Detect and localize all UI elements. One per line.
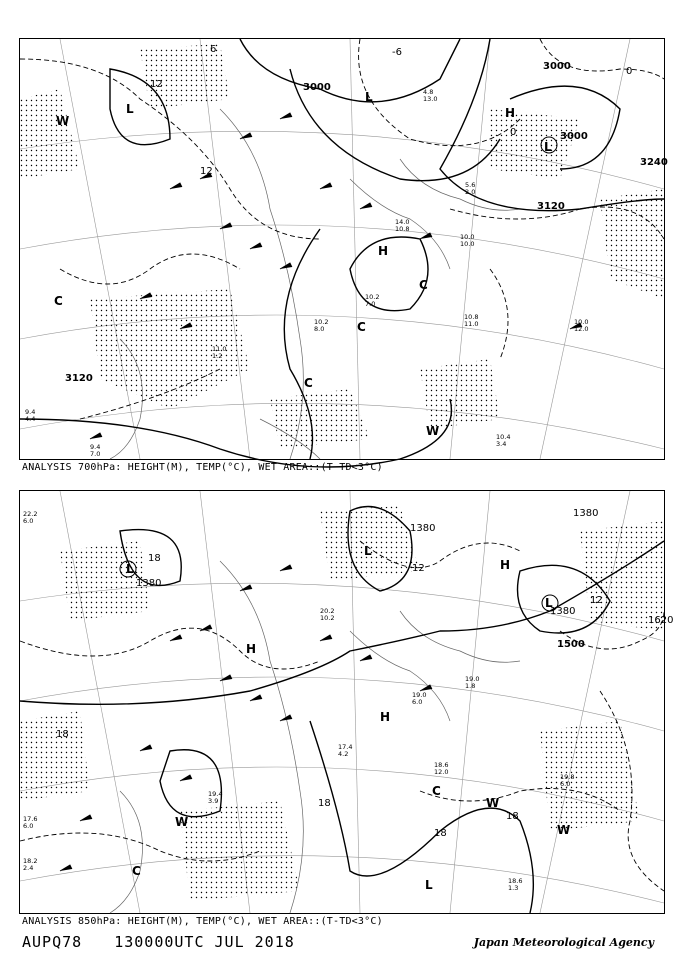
station-plot: 10.8 11.0 <box>464 313 479 328</box>
isotherm-label: 18 <box>318 798 331 809</box>
isotherm-label: 18 <box>148 553 161 564</box>
low-center: L <box>365 90 373 104</box>
station-plot: 11.0 1.2 <box>212 345 227 360</box>
low-center: L <box>126 102 134 116</box>
contour-label: 3000 <box>560 131 588 142</box>
contour-label: 1500 <box>557 639 585 650</box>
isotherm-label: 18 <box>506 811 519 822</box>
valid-time: 130000UTC JUL 2018 <box>114 933 295 951</box>
high-center: H <box>500 558 511 572</box>
station-plot: 19.0 1.8 <box>465 675 480 690</box>
station-plot: 17.6 6.0 <box>23 815 38 830</box>
map-700hpa <box>20 39 668 459</box>
station-plot: 20.2 10.2 <box>320 607 335 622</box>
station-plot: 5.6 2.0 <box>465 181 476 196</box>
chart-700hpa <box>19 38 668 460</box>
caption-700hpa: ANALYSIS 700hPa: HEIGHT(M), TEMP(°C), WET AREA::(T-TD<3°C) <box>22 462 383 473</box>
warm-center: W <box>486 796 500 810</box>
station-plot: 22.2 6.0 <box>23 510 38 525</box>
cold-center: C <box>304 376 313 390</box>
isotherm-label: 18 <box>56 729 69 740</box>
contour-label: 1380 <box>550 606 576 617</box>
contour-label: 1380 <box>410 523 436 534</box>
low-center: L <box>544 140 552 154</box>
contour-label: 3120 <box>537 201 565 212</box>
contour-label: 3240 <box>640 157 668 168</box>
cold-center: C <box>132 864 141 878</box>
station-plot: 10.2 8.0 <box>314 318 329 333</box>
high-center: H <box>246 642 257 656</box>
station-plot: 19.0 6.0 <box>412 691 427 706</box>
wet-area <box>20 44 664 449</box>
station-plot: 18.6 12.0 <box>434 761 449 776</box>
station-plot: 9.4 4.4 <box>25 408 36 423</box>
station-plot: 9.4 7.0 <box>90 443 101 458</box>
station-plot: 18.6 1.3 <box>508 877 523 892</box>
map-850hpa <box>20 491 674 913</box>
warm-center: W <box>426 424 440 438</box>
high-center: H <box>505 106 516 120</box>
station-plot: 14.0 10.8 <box>395 218 410 233</box>
contour-label: 1380 <box>573 508 599 519</box>
isotherm-label: 12 <box>200 166 213 177</box>
contour-label: 1380 <box>136 578 162 589</box>
low-center: L <box>425 878 433 892</box>
isotherm-label: -6 <box>392 47 402 58</box>
contour-label: 3000 <box>303 82 331 93</box>
warm-center: W <box>557 823 571 837</box>
cold-center: C <box>432 784 441 798</box>
chart-id: AUPQ78 <box>22 933 83 951</box>
station-plot: 17.4 4.2 <box>338 743 353 758</box>
station-plot: 19.8 6.0 <box>560 773 575 788</box>
station-plot: 10.2 7.0 <box>365 293 380 308</box>
warm-center: W <box>175 815 189 829</box>
agency-name: Japan Meteorological Agency <box>473 936 654 949</box>
caption-850hpa: ANALYSIS 850hPa: HEIGHT(M), TEMP(°C), WET AREA::(T-TD<3°C) <box>22 916 383 927</box>
station-plot: 18.2 2.4 <box>23 857 38 872</box>
cold-center: C <box>54 294 63 308</box>
isotherm-label: 18 <box>434 828 447 839</box>
station-plot: 10.4 3.4 <box>496 433 511 448</box>
isotherm-label: 0 <box>510 127 517 138</box>
isotherm-label: 0 <box>626 66 633 77</box>
chart-850hpa <box>19 490 674 914</box>
station-plot: 10.0 10.0 <box>460 233 475 248</box>
chart-identifier <box>22 933 317 951</box>
isotherm-label: 12 <box>150 79 163 90</box>
station-plot: 19.4 3.9 <box>208 790 223 805</box>
cold-center: C <box>419 278 428 292</box>
isotherm-label: 12 <box>412 563 425 574</box>
station-plot: 10.0 12.0 <box>574 318 589 333</box>
isotherm-label: 12 <box>590 595 603 606</box>
isotherm-label: 6 <box>210 44 217 55</box>
low-center: L <box>545 596 553 610</box>
contour-label: 3120 <box>65 373 93 384</box>
high-center: H <box>380 710 391 724</box>
station-plot: 4.8 13.0 <box>423 88 438 103</box>
low-center: L <box>364 544 372 558</box>
cold-center: C <box>357 320 366 334</box>
contour-label: 3000 <box>543 61 571 72</box>
contour-label: 1620 <box>648 615 674 626</box>
warm-center: W <box>56 114 70 128</box>
high-center: H <box>378 244 389 258</box>
low-center: L <box>126 562 134 576</box>
